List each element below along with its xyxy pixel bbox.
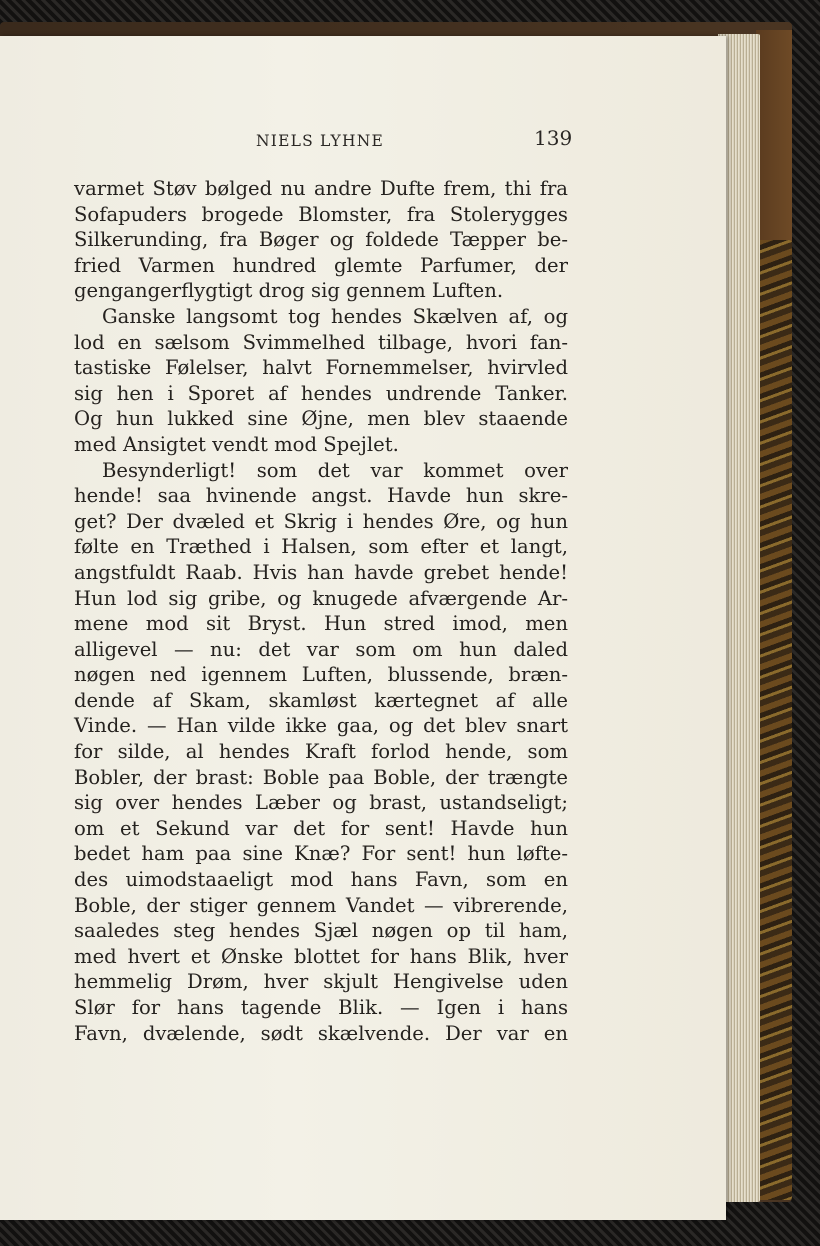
book-cover-edge [756,30,792,245]
text-line: hemmelig Drøm, hver skjult Hengivelse uden [74,970,568,994]
text-line: des uimodstaaeligt mod hans Favn, som en [74,868,568,892]
text-line: Sofapuders brogede Blomster, fra Stolerygges [74,202,568,226]
text-line: mene mod sit Bryst. Hun stred imod, men [74,612,568,636]
text-line: Bobler, der brast: Boble paa Boble, der trængte [74,765,568,789]
text-line: om et Sekund var det for sent! Havde hun [74,816,568,840]
text-line: nøgen ned igennem Luften, blussende, bræn- [74,663,568,687]
text-line: sig hen i Sporet af hendes undrende Tanker. [74,381,568,405]
running-head: NIELS LYHNE [256,132,384,150]
text-line: Hun lod sig gribe, og knugede afværgende Ar- [74,586,568,610]
text-line: for silde, al hendes Kraft forlod hende, som [74,740,568,764]
text-line: fried Varmen hundred glemte Parfumer, der [74,253,568,277]
text-line: hende! saa hvinende angst. Havde hun skre- [74,484,568,508]
text-line: Silkerunding, fra Bøger og foldede Tæpper be- [74,228,568,252]
text-line: Boble, der stiger gennem Vandet — vibrerende, [74,893,568,917]
text-line: følte en Træthed i Halsen, som efter et langt, [74,535,568,559]
text-line: sig over hendes Læber og brast, ustandseligt; [74,791,568,815]
book-page [0,36,726,1220]
text-line: Og hun lukked sine Øjne, men blev staaende [74,407,568,431]
text-line: med Ansigtet vendt mod Spejlet. [74,432,399,456]
text-line: alligevel — nu: det var som om hun daled [74,637,568,661]
text-line: Besynderligt! som det var kommet over [102,458,568,482]
marbled-cover-edge [756,240,792,1200]
text-line: tastiske Følelser, halvt Fornemmelser, hvirvled [74,356,568,380]
text-line: bedet ham paa sine Knæ? For sent! hun løfte- [74,842,568,866]
text-line: saaledes steg hendes Sjæl nøgen op til ham, [74,919,568,943]
text-line: varmet Støv bølged nu andre Dufte frem, thi fra [74,177,568,200]
text-line: med hvert et Ønske blottet for hans Blik, hver [74,944,568,968]
text-line: get? Der dvæled et Skrig i hendes Øre, og hun [74,509,568,533]
page-number: 139 [534,126,573,150]
text-line: gengangerflygtigt drog sig gennem Luften. [74,279,504,303]
text-line: Favn, dvælende, sødt skælvende. Der var en [74,1021,568,1045]
text-line: dende af Skam, skamløst kærtegnet af alle [74,688,568,712]
text-line: Ganske langsomt tog hendes Skælven af, og [102,304,568,328]
text-line: Vinde. — Han vilde ikke gaa, og det blev snart [74,714,568,738]
text-line: Slør for hans tagende Blik. — Igen i hans [74,996,568,1019]
text-line: angstfuldt Raab. Hvis han havde grebet hende! [74,560,568,584]
text-line: lod en sælsom Svimmelhed tilbage, hvori fan- [74,330,568,354]
body-text [74,176,568,1046]
